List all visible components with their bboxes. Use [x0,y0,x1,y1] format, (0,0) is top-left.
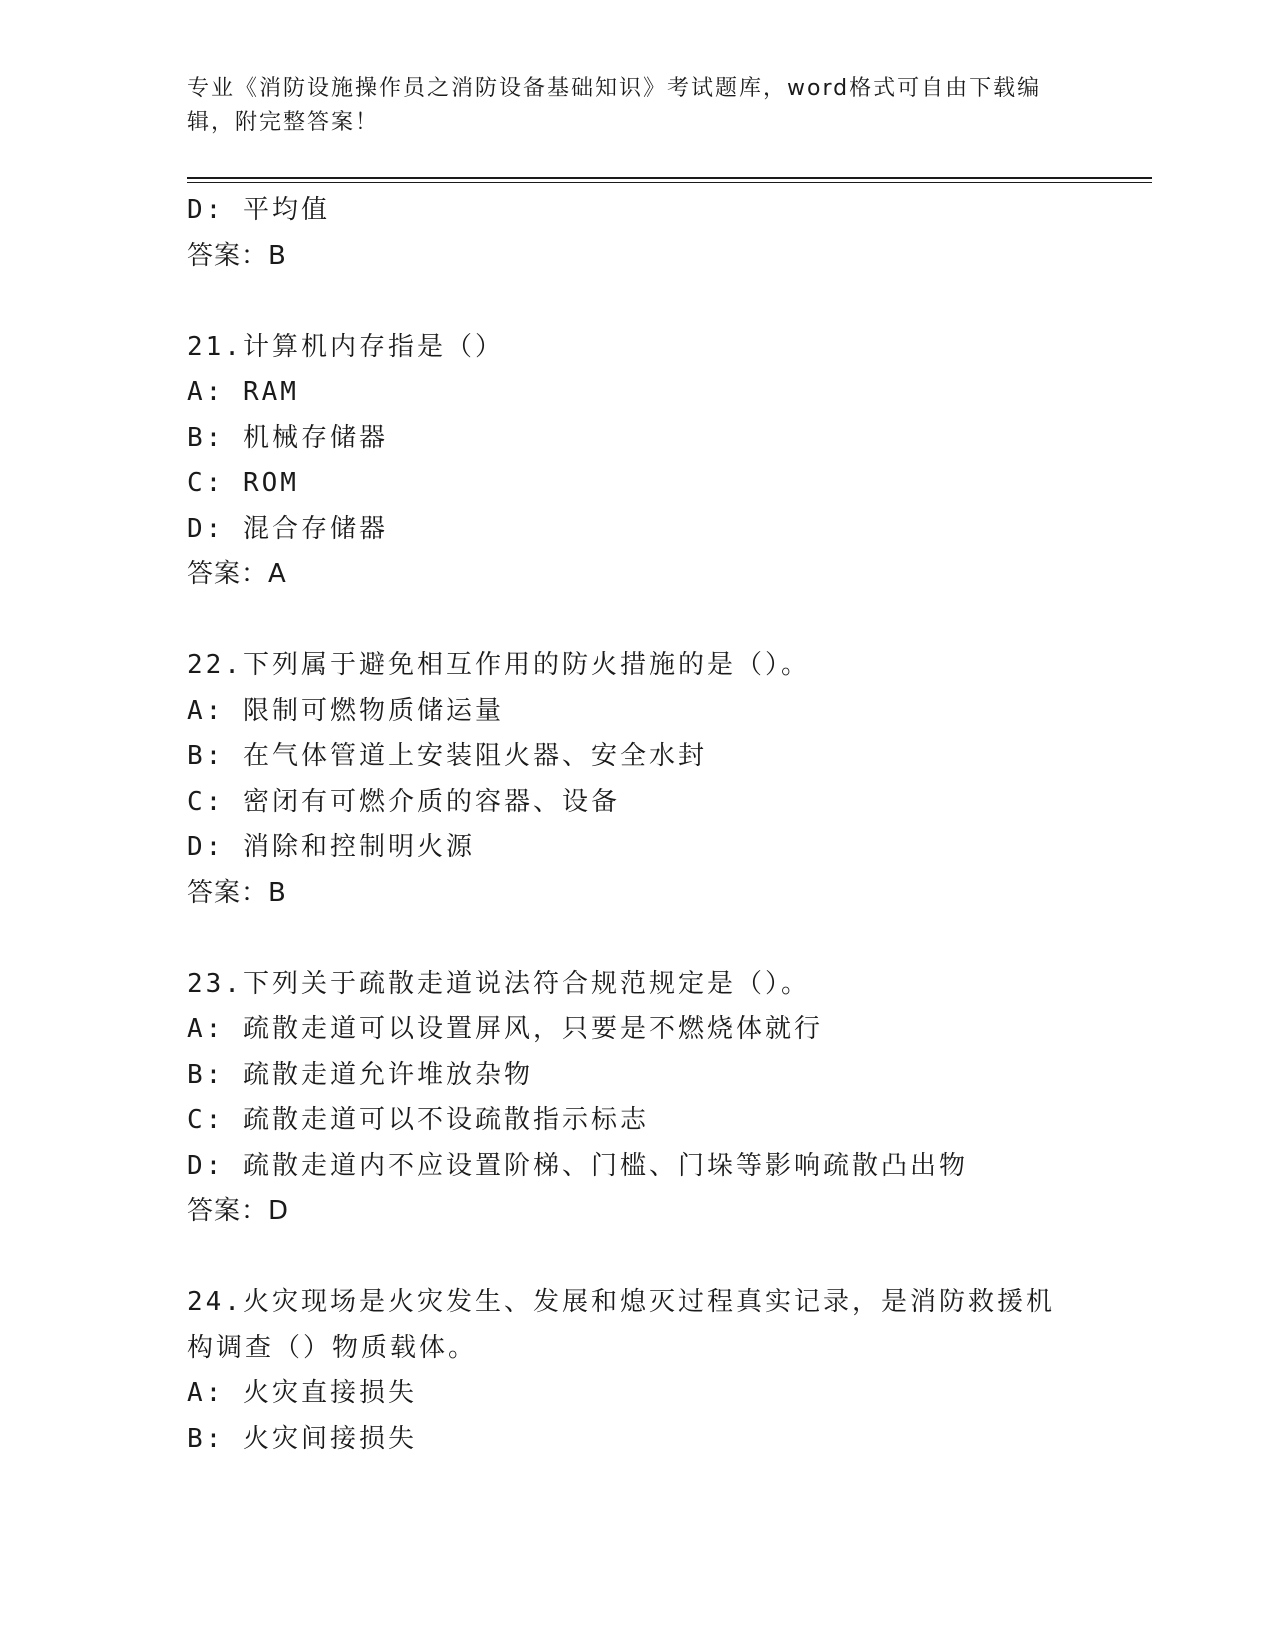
lead-answer: 答案：B [187,240,287,271]
option-c: C: ROM [187,468,299,498]
option-d: D: 疏散走道内不应设置阶梯、门槛、门垛等影响疏散凸出物 [187,1150,968,1181]
header-rule-thin [187,182,1152,183]
option-b: B: 疏散走道允许堆放杂物 [187,1059,533,1090]
question-answer: 答案：D [187,1196,290,1226]
option-a: A: RAM [187,377,299,407]
option-c: C: 密闭有可燃介质的容器、设备 [187,786,620,817]
question-stem: 23.下列关于疏散走道说法符合规范规定是（）。 [187,968,810,999]
option-a: A: 疏散走道可以设置屏风，只要是不燃烧体就行 [187,1014,823,1044]
question-answer: 答案：A [187,559,287,589]
question-stem: 21.计算机内存指是（） [187,331,504,362]
option-b: B: 在气体管道上安装阻火器、安全水封 [187,741,707,771]
question-22 [187,643,1087,916]
lead-option-d: D: 平均值 [187,195,330,225]
option-d: D: 消除和控制明火源 [187,832,475,862]
question-stem: 22.下列属于避免相互作用的防火措施的是（）。 [187,650,810,680]
option-c: C: 疏散走道可以不设疏散指示标志 [187,1105,649,1135]
question-stem: 24.火灾现场是火灾发生、发展和熄灭过程真实记录，是消防救援机构调查（）物质载体。 [187,1287,1055,1363]
question-list [187,188,1087,1462]
header-rule-thick [187,177,1152,179]
question-23 [187,962,1087,1235]
question-24 [187,1280,1087,1462]
option-a: A: 火灾直接损失 [187,1378,417,1408]
document-header: 专业《消防设施操作员之消防设备基础知识》考试题库，word格式可自由下载编辑，附完整答案！ [187,76,1042,135]
question-answer: 答案：B [187,877,287,908]
question-21 [187,325,1087,598]
option-d: D: 混合存储器 [187,513,388,544]
option-b: B: 火灾间接损失 [187,1423,417,1454]
option-a: A: 限制可燃物质储运量 [187,695,504,726]
option-b: B: 机械存储器 [187,422,388,453]
